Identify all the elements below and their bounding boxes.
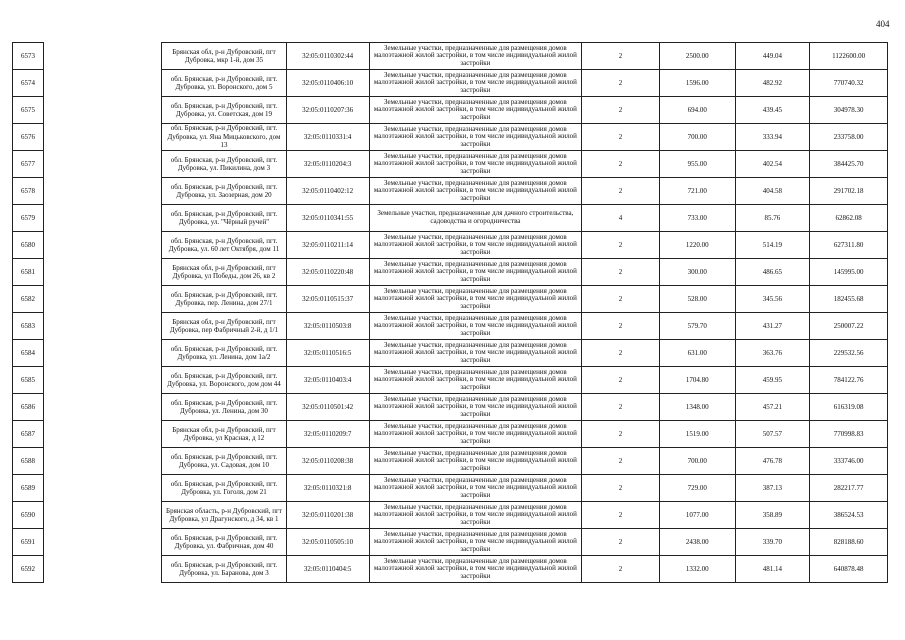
cadastral-value-cell: 233758.00 bbox=[810, 124, 888, 151]
spacer-cell bbox=[44, 205, 162, 232]
specific-value-cell: 387.13 bbox=[735, 475, 810, 502]
group-cell: 2 bbox=[582, 556, 660, 583]
land-use-cell: Земельные участки, предназначенные для размещения домов малоэтажной жилой застройки, в том числе индивидуальной жилой застройки bbox=[369, 556, 582, 583]
area-cell: 631.00 bbox=[659, 340, 735, 367]
area-cell: 579.70 bbox=[659, 313, 735, 340]
row-number-cell: 6584 bbox=[13, 340, 44, 367]
specific-value-cell: 486.65 bbox=[735, 259, 810, 286]
group-cell: 2 bbox=[582, 286, 660, 313]
spacer-cell bbox=[44, 313, 162, 340]
spacer-cell bbox=[44, 178, 162, 205]
land-use-cell: Земельные участки, предназначенные для размещения домов малоэтажной жилой застройки, в том числе индивидуальной жилой застройки bbox=[369, 529, 582, 556]
address-cell: обл. Брянская, р-н Дубровский, пгт. Дубровка, ул. Ленина, дом 1а/2 bbox=[162, 340, 286, 367]
cadastral-number-cell: 32:05:0110302:44 bbox=[286, 43, 369, 70]
cadastral-value-cell: 616319.08 bbox=[810, 394, 888, 421]
group-cell: 2 bbox=[582, 43, 660, 70]
spacer-cell bbox=[44, 70, 162, 97]
specific-value-cell: 449.04 bbox=[735, 43, 810, 70]
specific-value-cell: 358.89 bbox=[735, 502, 810, 529]
specific-value-cell: 402.54 bbox=[735, 151, 810, 178]
specific-value-cell: 514.19 bbox=[735, 232, 810, 259]
row-number-cell: 6585 bbox=[13, 367, 44, 394]
address-cell: обл. Брянская, р-н Дубровский, пгт. Дубровка, ул. Ленина, дом 30 bbox=[162, 394, 286, 421]
table-row bbox=[13, 205, 888, 232]
land-use-cell: Земельные участки, предназначенные для размещения домов малоэтажной жилой застройки, в том числе индивидуальной жилой застройки bbox=[369, 367, 582, 394]
land-use-cell: Земельные участки, предназначенные для дачного строительства, садоводства и огородничества bbox=[369, 205, 582, 232]
cadastral-number-cell: 32:05:0110208:38 bbox=[286, 448, 369, 475]
land-use-cell: Земельные участки, предназначенные для размещения домов малоэтажной жилой застройки, в том числе индивидуальной жилой застройки bbox=[369, 448, 582, 475]
spacer-cell bbox=[44, 259, 162, 286]
land-use-cell: Земельные участки, предназначенные для размещения домов малоэтажной жилой застройки, в том числе индивидуальной жилой застройки bbox=[369, 124, 582, 151]
address-cell: обл. Брянская, р-н Дубровский, пгт. Дубровка, ул. Заозерная, дом 20 bbox=[162, 178, 286, 205]
address-cell: Брянская обл, р-н Дубровский, пгт Дубровка, ул Красная, д 12 bbox=[162, 421, 286, 448]
cadastral-number-cell: 32:05:0110209:7 bbox=[286, 421, 369, 448]
address-cell: обл. Брянская, р-н Дубровский, пгт. Дубровка, пер. Ленина, дом 27/1 bbox=[162, 286, 286, 313]
cadastral-number-cell: 32:05:0110515:37 bbox=[286, 286, 369, 313]
spacer-cell bbox=[44, 340, 162, 367]
area-cell: 1077.00 bbox=[659, 502, 735, 529]
address-cell: Брянская обл, р-н Дубровский, пгт Дубровка, пер Фабричный 2-й, д 1/1 bbox=[162, 313, 286, 340]
table-row bbox=[13, 124, 888, 151]
row-number-cell: 6583 bbox=[13, 313, 44, 340]
specific-value-cell: 85.76 bbox=[735, 205, 810, 232]
land-use-cell: Земельные участки, предназначенные для размещения домов малоэтажной жилой застройки, в том числе индивидуальной жилой застройки bbox=[369, 394, 582, 421]
table-row bbox=[13, 448, 888, 475]
table-row bbox=[13, 232, 888, 259]
table-row bbox=[13, 286, 888, 313]
group-cell: 2 bbox=[582, 259, 660, 286]
group-cell: 2 bbox=[582, 178, 660, 205]
table-row bbox=[13, 313, 888, 340]
table-row bbox=[13, 367, 888, 394]
address-cell: обл. Брянская, р-н Дубровский, пгт. Дубровка, ул. Яна Мицьковского, дом 13 bbox=[162, 124, 286, 151]
area-cell: 2438.00 bbox=[659, 529, 735, 556]
group-cell: 2 bbox=[582, 367, 660, 394]
spacer-cell bbox=[44, 448, 162, 475]
table-row bbox=[13, 475, 888, 502]
land-use-cell: Земельные участки, предназначенные для размещения домов малоэтажной жилой застройки, в том числе индивидуальной жилой застройки bbox=[369, 232, 582, 259]
cadastral-value-cell: 770998.83 bbox=[810, 421, 888, 448]
cadastral-value-cell: 828188.60 bbox=[810, 529, 888, 556]
address-cell: обл. Брянская, р-н Дубровский, пгт. Дубровка, ул. 60 лет Октября, дом 11 bbox=[162, 232, 286, 259]
cadastral-value-cell: 384425.70 bbox=[810, 151, 888, 178]
row-number-cell: 6581 bbox=[13, 259, 44, 286]
spacer-cell bbox=[44, 475, 162, 502]
cadastral-number-cell: 32:05:0110321:8 bbox=[286, 475, 369, 502]
row-number-cell: 6576 bbox=[13, 124, 44, 151]
table-row bbox=[13, 151, 888, 178]
table-row bbox=[13, 97, 888, 124]
group-cell: 2 bbox=[582, 70, 660, 97]
group-cell: 2 bbox=[582, 313, 660, 340]
cadastral-value-cell: 291702.18 bbox=[810, 178, 888, 205]
table-row bbox=[13, 394, 888, 421]
table-row bbox=[13, 70, 888, 97]
group-cell: 2 bbox=[582, 529, 660, 556]
row-number-cell: 6573 bbox=[13, 43, 44, 70]
cadastral-value-cell: 386524.53 bbox=[810, 502, 888, 529]
table-row bbox=[13, 178, 888, 205]
address-cell: обл. Брянская, р-н Дубровский, пгт. Дубровка, ул. Гоголя, дом 21 bbox=[162, 475, 286, 502]
address-cell: обл. Брянская, р-н Дубровский, пгт. Дубровка, ул. Советская, дом 19 bbox=[162, 97, 286, 124]
cadastral-value-cell: 282217.77 bbox=[810, 475, 888, 502]
spacer-cell bbox=[44, 556, 162, 583]
area-cell: 1519.00 bbox=[659, 421, 735, 448]
cadastral-value-cell: 145995.00 bbox=[810, 259, 888, 286]
table-row bbox=[13, 556, 888, 583]
address-cell: обл. Брянская, р-н Дубровский, пгт. Дубровка, ул. Баранова, дом 3 bbox=[162, 556, 286, 583]
specific-value-cell: 507.57 bbox=[735, 421, 810, 448]
land-use-cell: Земельные участки, предназначенные для размещения домов малоэтажной жилой застройки, в том числе индивидуальной жилой застройки bbox=[369, 151, 582, 178]
cadastral-number-cell: 32:05:0110503:8 bbox=[286, 313, 369, 340]
table-row bbox=[13, 529, 888, 556]
area-cell: 700.00 bbox=[659, 124, 735, 151]
row-number-cell: 6587 bbox=[13, 421, 44, 448]
spacer-cell bbox=[44, 232, 162, 259]
land-use-cell: Земельные участки, предназначенные для размещения домов малоэтажной жилой застройки, в том числе индивидуальной жилой застройки bbox=[369, 421, 582, 448]
specific-value-cell: 333.94 bbox=[735, 124, 810, 151]
row-number-cell: 6590 bbox=[13, 502, 44, 529]
area-cell: 1348.00 bbox=[659, 394, 735, 421]
cadastral-number-cell: 32:05:0110402:12 bbox=[286, 178, 369, 205]
cadastral-number-cell: 32:05:0110201:38 bbox=[286, 502, 369, 529]
specific-value-cell: 345.56 bbox=[735, 286, 810, 313]
spacer-cell bbox=[44, 394, 162, 421]
cadastral-value-cell: 640878.48 bbox=[810, 556, 888, 583]
spacer-cell bbox=[44, 151, 162, 178]
cadastral-number-cell: 32:05:0110207:36 bbox=[286, 97, 369, 124]
cadastral-number-cell: 32:05:0110505:10 bbox=[286, 529, 369, 556]
specific-value-cell: 339.70 bbox=[735, 529, 810, 556]
address-cell: Брянская обл, р-н Дубровский, пгт Дубровка, ул Победы, дом 26, кв 2 bbox=[162, 259, 286, 286]
specific-value-cell: 457.21 bbox=[735, 394, 810, 421]
land-use-cell: Земельные участки, предназначенные для размещения домов малоэтажной жилой застройки, в том числе индивидуальной жилой застройки bbox=[369, 259, 582, 286]
cadastral-value-cell: 62862.08 bbox=[810, 205, 888, 232]
area-cell: 528.00 bbox=[659, 286, 735, 313]
cadastral-number-cell: 32:05:0110516:5 bbox=[286, 340, 369, 367]
spacer-cell bbox=[44, 124, 162, 151]
row-number-cell: 6579 bbox=[13, 205, 44, 232]
cadastral-number-cell: 32:05:0110220:48 bbox=[286, 259, 369, 286]
specific-value-cell: 404.58 bbox=[735, 178, 810, 205]
group-cell: 2 bbox=[582, 394, 660, 421]
row-number-cell: 6589 bbox=[13, 475, 44, 502]
group-cell: 2 bbox=[582, 421, 660, 448]
spacer-cell bbox=[44, 421, 162, 448]
cadastral-value-cell: 1122600.00 bbox=[810, 43, 888, 70]
spacer-cell bbox=[44, 529, 162, 556]
land-use-cell: Земельные участки, предназначенные для размещения домов малоэтажной жилой застройки, в том числе индивидуальной жилой застройки bbox=[369, 70, 582, 97]
cadastral-number-cell: 32:05:0110406:10 bbox=[286, 70, 369, 97]
spacer-cell bbox=[44, 286, 162, 313]
cadastral-number-cell: 32:05:0110404:5 bbox=[286, 556, 369, 583]
cadastral-value-cell: 770740.32 bbox=[810, 70, 888, 97]
cadastral-value-cell: 229532.56 bbox=[810, 340, 888, 367]
cadastral-value-cell: 784122.76 bbox=[810, 367, 888, 394]
group-cell: 2 bbox=[582, 124, 660, 151]
land-use-cell: Земельные участки, предназначенные для размещения домов малоэтажной жилой застройки, в том числе индивидуальной жилой застройки bbox=[369, 340, 582, 367]
cadastral-value-cell: 250007.22 bbox=[810, 313, 888, 340]
cadastral-value-table bbox=[12, 42, 888, 583]
group-cell: 2 bbox=[582, 232, 660, 259]
specific-value-cell: 439.45 bbox=[735, 97, 810, 124]
spacer-cell bbox=[44, 97, 162, 124]
address-cell: обл. Брянская, р-н Дубровский, пгт. Дубровка, ул. Пикилина, дом 3 bbox=[162, 151, 286, 178]
row-number-cell: 6586 bbox=[13, 394, 44, 421]
specific-value-cell: 459.95 bbox=[735, 367, 810, 394]
address-cell: обл. Брянская, р-н Дубровский, пгт. Дубровка, ул. "Чёрный ручей" bbox=[162, 205, 286, 232]
cadastral-value-cell: 627311.80 bbox=[810, 232, 888, 259]
specific-value-cell: 476.78 bbox=[735, 448, 810, 475]
cadastral-number-cell: 32:05:0110403:4 bbox=[286, 367, 369, 394]
specific-value-cell: 481.14 bbox=[735, 556, 810, 583]
area-cell: 955.00 bbox=[659, 151, 735, 178]
land-use-cell: Земельные участки, предназначенные для размещения домов малоэтажной жилой застройки, в том числе индивидуальной жилой застройки bbox=[369, 286, 582, 313]
address-cell: обл. Брянская, р-н Дубровский, пгт. Дубровка, ул. Садовая, дом 10 bbox=[162, 448, 286, 475]
cadastral-table-container bbox=[12, 42, 888, 583]
table-row bbox=[13, 259, 888, 286]
address-cell: Брянская область, р-н Дубровский, пгт Дубровка, ул Драгунского, д 34, кв 1 bbox=[162, 502, 286, 529]
address-cell: обл. Брянская, р-н Дубровский, пгт. Дубровка, ул. Воронского, дом 5 bbox=[162, 70, 286, 97]
cadastral-number-cell: 32:05:0110331:4 bbox=[286, 124, 369, 151]
table-row bbox=[13, 502, 888, 529]
cadastral-number-cell: 32:05:0110501:42 bbox=[286, 394, 369, 421]
cadastral-number-cell: 32:05:0110211:14 bbox=[286, 232, 369, 259]
cadastral-value-cell: 304978.30 bbox=[810, 97, 888, 124]
row-number-cell: 6592 bbox=[13, 556, 44, 583]
group-cell: 2 bbox=[582, 340, 660, 367]
land-use-cell: Земельные участки, предназначенные для размещения домов малоэтажной жилой застройки, в том числе индивидуальной жилой застройки bbox=[369, 475, 582, 502]
row-number-cell: 6588 bbox=[13, 448, 44, 475]
group-cell: 2 bbox=[582, 448, 660, 475]
group-cell: 2 bbox=[582, 475, 660, 502]
group-cell: 4 bbox=[582, 205, 660, 232]
land-use-cell: Земельные участки, предназначенные для размещения домов малоэтажной жилой застройки, в том числе индивидуальной жилой застройки bbox=[369, 97, 582, 124]
row-number-cell: 6582 bbox=[13, 286, 44, 313]
group-cell: 2 bbox=[582, 151, 660, 178]
area-cell: 2500.00 bbox=[659, 43, 735, 70]
land-use-cell: Земельные участки, предназначенные для размещения домов малоэтажной жилой застройки, в том числе индивидуальной жилой застройки bbox=[369, 502, 582, 529]
row-number-cell: 6574 bbox=[13, 70, 44, 97]
area-cell: 694.00 bbox=[659, 97, 735, 124]
area-cell: 300.00 bbox=[659, 259, 735, 286]
address-cell: обл. Брянская, р-н Дубровский, пгт. Дубровка, ул. Фабричная, дом 40 bbox=[162, 529, 286, 556]
land-use-cell: Земельные участки, предназначенные для размещения домов малоэтажной жилой застройки, в том числе индивидуальной жилой застройки bbox=[369, 313, 582, 340]
row-number-cell: 6591 bbox=[13, 529, 44, 556]
spacer-cell bbox=[44, 502, 162, 529]
address-cell: Брянская обл, р-н Дубровский, пгт Дубровка, мкр 1-й, дом 35 bbox=[162, 43, 286, 70]
area-cell: 1220.00 bbox=[659, 232, 735, 259]
cadastral-number-cell: 32:05:0110204:3 bbox=[286, 151, 369, 178]
area-cell: 700.00 bbox=[659, 448, 735, 475]
table-row bbox=[13, 340, 888, 367]
area-cell: 721.00 bbox=[659, 178, 735, 205]
land-use-cell: Земельные участки, предназначенные для размещения домов малоэтажной жилой застройки, в том числе индивидуальной жилой застройки bbox=[369, 43, 582, 70]
spacer-cell bbox=[44, 43, 162, 70]
table-row bbox=[13, 43, 888, 70]
table-row bbox=[13, 421, 888, 448]
spacer-cell bbox=[44, 367, 162, 394]
cadastral-number-cell: 32:05:0110341:55 bbox=[286, 205, 369, 232]
area-cell: 1704.80 bbox=[659, 367, 735, 394]
cadastral-value-cell: 333746.00 bbox=[810, 448, 888, 475]
cadastral-value-cell: 182455.68 bbox=[810, 286, 888, 313]
row-number-cell: 6578 bbox=[13, 178, 44, 205]
page-number: 404 bbox=[876, 19, 890, 29]
area-cell: 733.00 bbox=[659, 205, 735, 232]
specific-value-cell: 482.92 bbox=[735, 70, 810, 97]
area-cell: 1596.00 bbox=[659, 70, 735, 97]
area-cell: 1332.00 bbox=[659, 556, 735, 583]
group-cell: 2 bbox=[582, 97, 660, 124]
specific-value-cell: 431.27 bbox=[735, 313, 810, 340]
specific-value-cell: 363.76 bbox=[735, 340, 810, 367]
land-use-cell: Земельные участки, предназначенные для размещения домов малоэтажной жилой застройки, в том числе индивидуальной жилой застройки bbox=[369, 178, 582, 205]
address-cell: обл. Брянская, р-н Дубровский, пгт. Дубровка, ул. Воронского, дом дом 44 bbox=[162, 367, 286, 394]
group-cell: 2 bbox=[582, 502, 660, 529]
row-number-cell: 6575 bbox=[13, 97, 44, 124]
area-cell: 729.00 bbox=[659, 475, 735, 502]
row-number-cell: 6577 bbox=[13, 151, 44, 178]
row-number-cell: 6580 bbox=[13, 232, 44, 259]
